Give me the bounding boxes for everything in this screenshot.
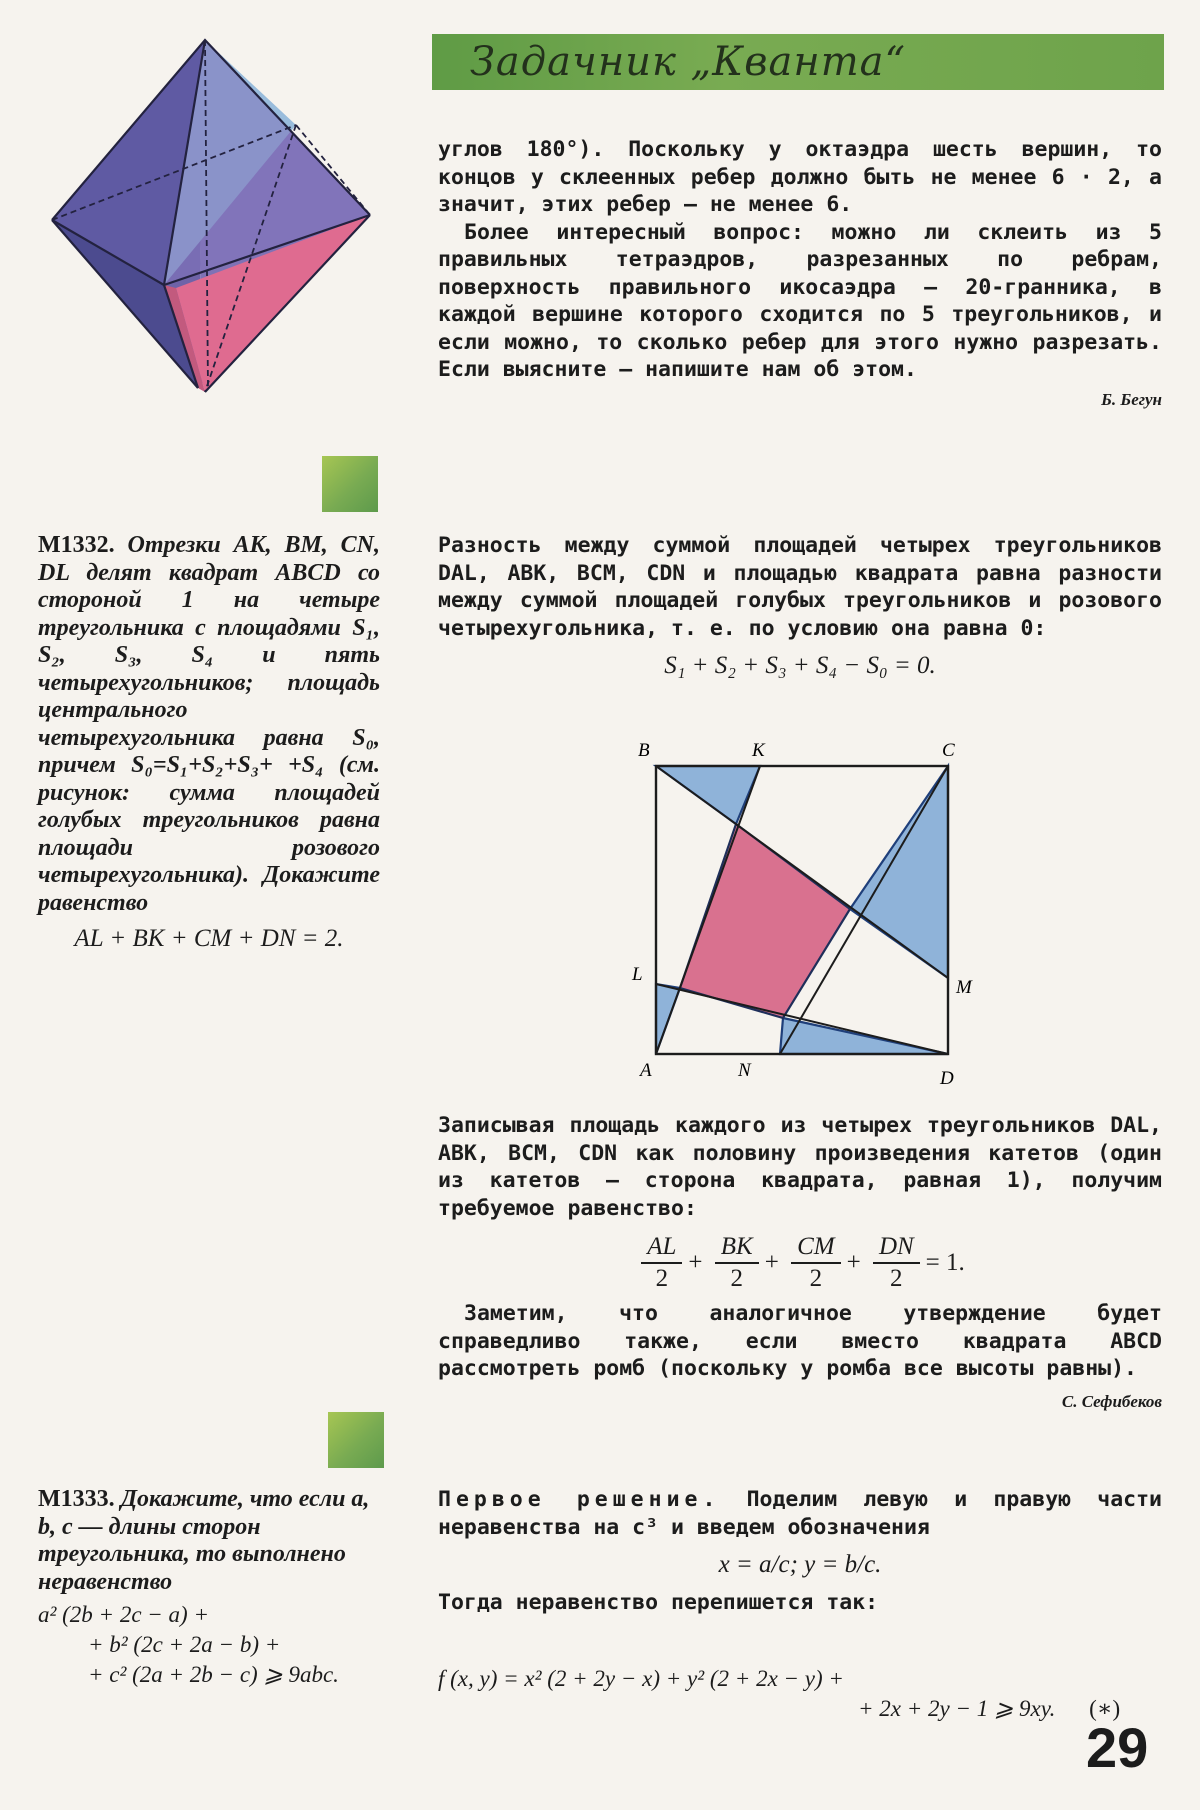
label-K: K: [752, 740, 765, 761]
section-marker-1332: [322, 456, 378, 512]
ineq-line1: a² (2b + 2c − a) +: [38, 1602, 209, 1627]
blue-triangle-right: [850, 766, 948, 978]
solution-1332-p3: Заметим, что аналогичное утверждение будет справедливо также, если вместо квадрата ABCD рассмотреть ромб (поскольку у ромба все высоты равны).: [438, 1301, 1162, 1381]
ineq-line2: + b² (2c + 2a − b) +: [88, 1632, 281, 1657]
problem-1333-text: [38, 1486, 384, 1596]
label-C: C: [942, 740, 955, 761]
function-line2: + 2x + 2y − 1 ⩾ 9xy. (∗): [858, 1696, 1121, 1721]
equals-one: = 1.: [925, 1249, 965, 1276]
label-M: M: [956, 977, 972, 998]
ineq-line3: + c² (2a + 2b − c) ⩾ 9abc.: [88, 1662, 339, 1687]
solution-1333-p1: [438, 1486, 1162, 1541]
problem-1333-inequality: [38, 1600, 384, 1690]
pink-quadrilateral: [680, 824, 850, 1018]
header-title: Задачник „Кванта“: [470, 39, 906, 85]
solution-1332-remark: [438, 1300, 1162, 1383]
label-L: L: [632, 964, 643, 985]
prev-solution-p1: углов 180°). Поскольку у октаэдра шесть вершин, то концов у склеенных ребер должно быть не менее 6 · 2, а значит, этих ребер — не менее 6.: [438, 137, 1162, 217]
solution-1332: [438, 532, 1162, 680]
label-D: D: [940, 1068, 954, 1089]
prev-solution: [438, 136, 1162, 384]
fraction-bk: $\frac{BK}{2}$: [715, 1232, 759, 1294]
solution-1332-cont: [438, 1112, 1162, 1222]
problem-1333-id: М1333.: [38, 1486, 115, 1512]
solution-1332-p2: Записывая площадь каждого из четырех треугольников DAL, ABK, BCM, CDN как половину произведения катетов (один из катетов — сторона квадрата, равная 1), получим требуемое равенство:: [438, 1113, 1162, 1221]
solution-1333-p1-text: Поделим левую и правую части неравенства на c³ и введем обозначения: [438, 1487, 1162, 1540]
problem-1333: [38, 1486, 384, 1596]
problem-1332-statement: Отрезки AK, BM, CN, DL делят квадрат ABCD со стороной 1 на четыре треугольника с площадями S₁, S₂, S₃, S₄ и пять четырехугольников; площадь центрального четырехугольника равна S₀, причем S₀=S₁+S₂+S₃+ +S₄ (см. рисунок: сумма площадей голубых треугольников равна площади розового четырехугольника). Докажите равенство: [38, 532, 380, 916]
function-line1: f (x, y) = x² (2 + 2y − x) + y² (2 + 2x − y) +: [438, 1666, 844, 1691]
fraction-cm: $\frac{CM}{2}$: [791, 1232, 841, 1294]
solution-1332-formula1: S₁ + S₂ + S₃ + S₄ − S₀ = 0.: [664, 652, 936, 679]
signature-sefibekov: С. Сефибеков: [1061, 1392, 1162, 1411]
problem-1332-id: М1332.: [38, 532, 115, 558]
section-marker-1333: [328, 1412, 384, 1468]
equation-tag: (∗): [1089, 1696, 1121, 1721]
blue-triangle-top: [656, 766, 760, 824]
prev-solution-p2: Более интересный вопрос: можно ли склеить из 5 правильных тетраэдров, разрезанных по ребрам, поверхность правильного икосаэдра — 20-гранника, в каждой вершине которого сходится по 5 треугольников, и если можно, то сколько ребер для этого нужно разрезать. Если выясните — напишите нам об этом.: [438, 219, 1162, 382]
square-figure: [620, 736, 972, 1089]
solution-1333-lead: Первое решение.: [438, 1487, 721, 1512]
fraction-dn: $\frac{DN}{2}$: [873, 1232, 920, 1294]
signature-begun: Б. Бегун: [1101, 390, 1162, 409]
label-B: B: [638, 740, 650, 761]
solution-1333-function: [438, 1664, 1162, 1724]
octahedron-illustration: [40, 30, 380, 430]
solution-1332-p1: Разность между суммой площадей четырех треугольников DAL, ABK, BCM, CDN и площадью квадрата равна разности между суммой площадей голубых треугольников и розового четырехугольника, т. е. по условию она равна 0:: [438, 533, 1162, 641]
page-number: 29: [1086, 1716, 1149, 1779]
fraction-equation: $\frac{AL}{2}$ + $\frac{BK}{2}$ + $\frac{CM}{2}$ + $\frac{DN}{2}$ = 1.: [438, 1232, 1162, 1294]
problem-1332-text: [38, 532, 380, 917]
solution-1333: [438, 1486, 1162, 1617]
fraction-al: $\frac{AL}{2}$: [641, 1232, 682, 1294]
label-A: A: [640, 1060, 652, 1081]
problem-1332: [38, 532, 380, 953]
problem-1333-statement: Докажите, что если a, b, c — длины сторон треугольника, то выполнено неравенство: [38, 1486, 370, 1595]
problem-1332-formula: AL + BK + CM + DN = 2.: [74, 925, 344, 952]
solution-1333-formula1: x = a/c; y = b/c.: [718, 1551, 882, 1578]
label-N: N: [738, 1060, 751, 1081]
solution-1333-p2: Тогда неравенство перепишется так:: [438, 1590, 879, 1615]
